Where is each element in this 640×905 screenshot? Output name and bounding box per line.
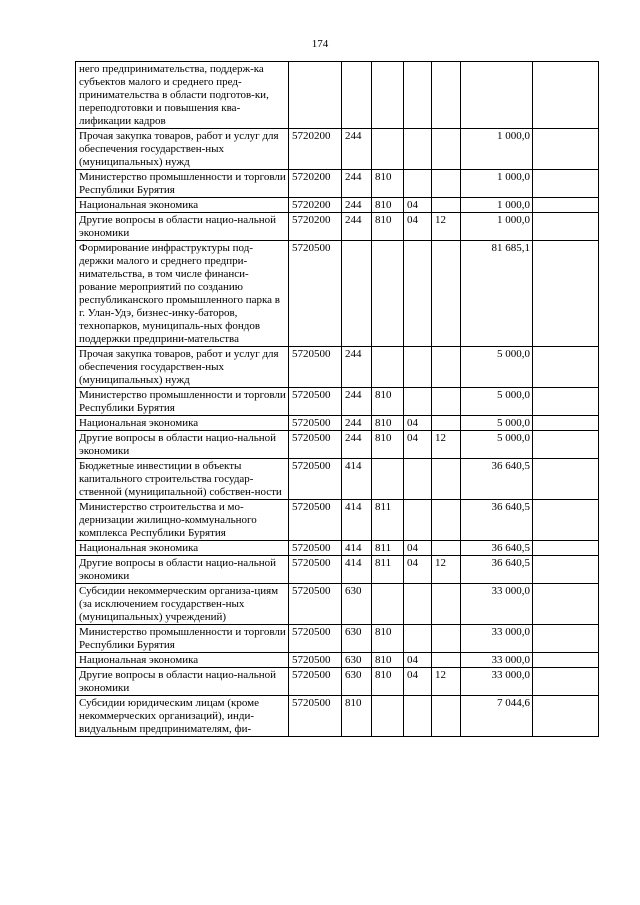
cell-extra-empty	[533, 556, 599, 584]
cell-extra-empty	[533, 459, 599, 500]
cell-name: Национальная экономика	[76, 653, 289, 668]
cell-ministry-code	[372, 347, 404, 388]
cell-amount: 33 000,0	[461, 668, 533, 696]
cell-amount: 1 000,0	[461, 198, 533, 213]
cell-ministry-code: 811	[372, 500, 404, 541]
cell-subsection	[432, 625, 461, 653]
cell-target-code: 5720500	[289, 541, 342, 556]
table-row	[76, 584, 599, 625]
cell-subsection	[432, 541, 461, 556]
cell-amount: 36 640,5	[461, 459, 533, 500]
cell-subsection: 12	[432, 668, 461, 696]
cell-extra-empty	[533, 198, 599, 213]
cell-subsection	[432, 416, 461, 431]
page-number: 174	[311, 38, 329, 50]
cell-expense-type: 630	[342, 584, 372, 625]
cell-name: Формирование инфраструктуры под-держки малого и среднего предпри-нимательства, в том числе финанси-рование мероприятий по созданию республиканского промышленного парка в г. Улан-Удэ, бизнес-инку-баторов, технопарков, муниципаль-ных фондов поддержки предприни-мательства	[76, 241, 289, 347]
cell-amount: 1 000,0	[461, 213, 533, 241]
cell-section: 04	[404, 198, 432, 213]
cell-extra-empty	[533, 668, 599, 696]
cell-section	[404, 129, 432, 170]
cell-name: него предпринимательства, поддерж-ка субъектов малого и среднего пред-принимательства в области подготов-ки, переподготовки и повышения ква-лификации кадров	[76, 62, 289, 129]
table-row	[76, 213, 599, 241]
table-row	[76, 653, 599, 668]
cell-ministry-code: 810	[372, 416, 404, 431]
cell-extra-empty	[533, 696, 599, 737]
table-row	[76, 625, 599, 653]
cell-name: Министерство промышленности и торговли Республики Бурятия	[76, 625, 289, 653]
cell-subsection	[432, 500, 461, 541]
cell-expense-type: 810	[342, 696, 372, 737]
cell-ministry-code	[372, 584, 404, 625]
table-row	[76, 668, 599, 696]
table-row	[76, 459, 599, 500]
cell-target-code: 5720500	[289, 653, 342, 668]
cell-subsection	[432, 653, 461, 668]
cell-subsection	[432, 129, 461, 170]
cell-ministry-code	[372, 459, 404, 500]
table-row	[76, 170, 599, 198]
cell-amount: 5 000,0	[461, 347, 533, 388]
cell-ministry-code: 810	[372, 625, 404, 653]
cell-extra-empty	[533, 431, 599, 459]
cell-name: Национальная экономика	[76, 541, 289, 556]
cell-amount: 5 000,0	[461, 431, 533, 459]
cell-subsection	[432, 696, 461, 737]
cell-subsection	[432, 584, 461, 625]
cell-extra-empty	[533, 416, 599, 431]
cell-target-code: 5720500	[289, 347, 342, 388]
cell-expense-type: 244	[342, 213, 372, 241]
cell-ministry-code: 811	[372, 556, 404, 584]
cell-name: Национальная экономика	[76, 198, 289, 213]
cell-name: Другие вопросы в области нацио-нальной экономики	[76, 431, 289, 459]
cell-amount: 33 000,0	[461, 625, 533, 653]
cell-target-code: 5720500	[289, 584, 342, 625]
cell-extra-empty	[533, 584, 599, 625]
cell-name: Другие вопросы в области нацио-нальной экономики	[76, 556, 289, 584]
cell-target-code: 5720500	[289, 500, 342, 541]
cell-expense-type: 630	[342, 625, 372, 653]
table-row	[76, 431, 599, 459]
table-row	[76, 388, 599, 416]
cell-ministry-code	[372, 696, 404, 737]
cell-target-code: 5720200	[289, 213, 342, 241]
cell-section: 04	[404, 556, 432, 584]
cell-subsection: 12	[432, 431, 461, 459]
cell-section	[404, 696, 432, 737]
cell-section	[404, 347, 432, 388]
cell-target-code: 5720500	[289, 625, 342, 653]
cell-section: 04	[404, 431, 432, 459]
cell-expense-type: 414	[342, 556, 372, 584]
cell-expense-type: 244	[342, 416, 372, 431]
cell-expense-type	[342, 62, 372, 129]
cell-extra-empty	[533, 213, 599, 241]
cell-extra-empty	[533, 500, 599, 541]
cell-amount: 5 000,0	[461, 388, 533, 416]
cell-name: Другие вопросы в области нацио-нальной экономики	[76, 213, 289, 241]
cell-expense-type: 414	[342, 500, 372, 541]
cell-expense-type: 244	[342, 347, 372, 388]
cell-expense-type: 630	[342, 668, 372, 696]
cell-section: 04	[404, 416, 432, 431]
cell-subsection: 12	[432, 556, 461, 584]
budget-table	[75, 61, 599, 737]
cell-section	[404, 241, 432, 347]
cell-expense-type: 244	[342, 170, 372, 198]
cell-target-code: 5720500	[289, 431, 342, 459]
cell-ministry-code: 810	[372, 653, 404, 668]
cell-expense-type: 244	[342, 129, 372, 170]
cell-amount: 1 000,0	[461, 129, 533, 170]
cell-name: Другие вопросы в области нацио-нальной экономики	[76, 668, 289, 696]
cell-expense-type: 244	[342, 198, 372, 213]
table-row	[76, 129, 599, 170]
cell-subsection	[432, 347, 461, 388]
table-row	[76, 541, 599, 556]
cell-ministry-code	[372, 129, 404, 170]
cell-amount: 7 044,6	[461, 696, 533, 737]
cell-section	[404, 500, 432, 541]
cell-name: Бюджетные инвестиции в объекты капитального строительства государ-ственной (муниципальной) собствен-ности	[76, 459, 289, 500]
cell-extra-empty	[533, 129, 599, 170]
cell-name: Национальная экономика	[76, 416, 289, 431]
cell-extra-empty	[533, 653, 599, 668]
cell-section: 04	[404, 213, 432, 241]
table-row	[76, 62, 599, 129]
cell-amount: 33 000,0	[461, 653, 533, 668]
cell-name: Субсидии юридическим лицам (кроме некоммерческих организаций), инди-видуальным предпринимателям, фи-	[76, 696, 289, 737]
cell-amount: 36 640,5	[461, 556, 533, 584]
cell-ministry-code: 810	[372, 431, 404, 459]
cell-amount: 1 000,0	[461, 170, 533, 198]
table-row	[76, 416, 599, 431]
cell-target-code: 5720500	[289, 668, 342, 696]
cell-section: 04	[404, 541, 432, 556]
cell-target-code: 5720500	[289, 696, 342, 737]
cell-ministry-code: 810	[372, 198, 404, 213]
cell-expense-type: 244	[342, 388, 372, 416]
table-row	[76, 347, 599, 388]
table-row	[76, 500, 599, 541]
cell-target-code: 5720200	[289, 170, 342, 198]
cell-subsection	[432, 170, 461, 198]
cell-extra-empty	[533, 388, 599, 416]
cell-subsection	[432, 388, 461, 416]
table-row	[76, 556, 599, 584]
cell-ministry-code: 810	[372, 388, 404, 416]
cell-section	[404, 62, 432, 129]
cell-target-code: 5720500	[289, 241, 342, 347]
cell-extra-empty	[533, 347, 599, 388]
cell-ministry-code: 810	[372, 668, 404, 696]
cell-subsection: 12	[432, 213, 461, 241]
cell-expense-type: 414	[342, 459, 372, 500]
cell-amount: 5 000,0	[461, 416, 533, 431]
cell-section	[404, 388, 432, 416]
cell-amount: 33 000,0	[461, 584, 533, 625]
cell-target-code	[289, 62, 342, 129]
cell-amount	[461, 62, 533, 129]
cell-name: Прочая закупка товаров, работ и услуг для обеспечения государствен-ных (муниципальных) нужд	[76, 129, 289, 170]
cell-expense-type: 630	[342, 653, 372, 668]
cell-target-code: 5720200	[289, 198, 342, 213]
cell-extra-empty	[533, 62, 599, 129]
cell-expense-type: 244	[342, 431, 372, 459]
cell-ministry-code	[372, 62, 404, 129]
cell-ministry-code: 810	[372, 170, 404, 198]
cell-ministry-code: 810	[372, 213, 404, 241]
cell-section	[404, 170, 432, 198]
cell-expense-type	[342, 241, 372, 347]
cell-section	[404, 584, 432, 625]
cell-ministry-code	[372, 241, 404, 347]
cell-name: Прочая закупка товаров, работ и услуг для обеспечения государствен-ных (муниципальных) нужд	[76, 347, 289, 388]
cell-subsection	[432, 241, 461, 347]
cell-section	[404, 625, 432, 653]
budget-table-body	[76, 62, 599, 737]
cell-ministry-code: 811	[372, 541, 404, 556]
cell-amount: 81 685,1	[461, 241, 533, 347]
cell-subsection	[432, 62, 461, 129]
table-row	[76, 241, 599, 347]
cell-subsection	[432, 198, 461, 213]
cell-section: 04	[404, 668, 432, 696]
cell-target-code: 5720500	[289, 388, 342, 416]
cell-expense-type: 414	[342, 541, 372, 556]
cell-target-code: 5720500	[289, 459, 342, 500]
cell-name: Субсидии некоммерческим организа-циям (за исключением государствен-ных (муниципальных) учреждений)	[76, 584, 289, 625]
cell-name: Министерство строительства и мо-дернизации жилищно-коммунального комплекса Республики Бурятия	[76, 500, 289, 541]
cell-amount: 36 640,5	[461, 541, 533, 556]
cell-name: Министерство промышленности и торговли Республики Бурятия	[76, 388, 289, 416]
cell-target-code: 5720500	[289, 416, 342, 431]
table-row	[76, 696, 599, 737]
cell-extra-empty	[533, 170, 599, 198]
cell-section: 04	[404, 653, 432, 668]
cell-target-code: 5720500	[289, 556, 342, 584]
table-row	[76, 198, 599, 213]
cell-name: Министерство промышленности и торговли Республики Бурятия	[76, 170, 289, 198]
cell-section	[404, 459, 432, 500]
cell-target-code: 5720200	[289, 129, 342, 170]
cell-subsection	[432, 459, 461, 500]
cell-amount: 36 640,5	[461, 500, 533, 541]
cell-extra-empty	[533, 625, 599, 653]
cell-extra-empty	[533, 541, 599, 556]
cell-extra-empty	[533, 241, 599, 347]
